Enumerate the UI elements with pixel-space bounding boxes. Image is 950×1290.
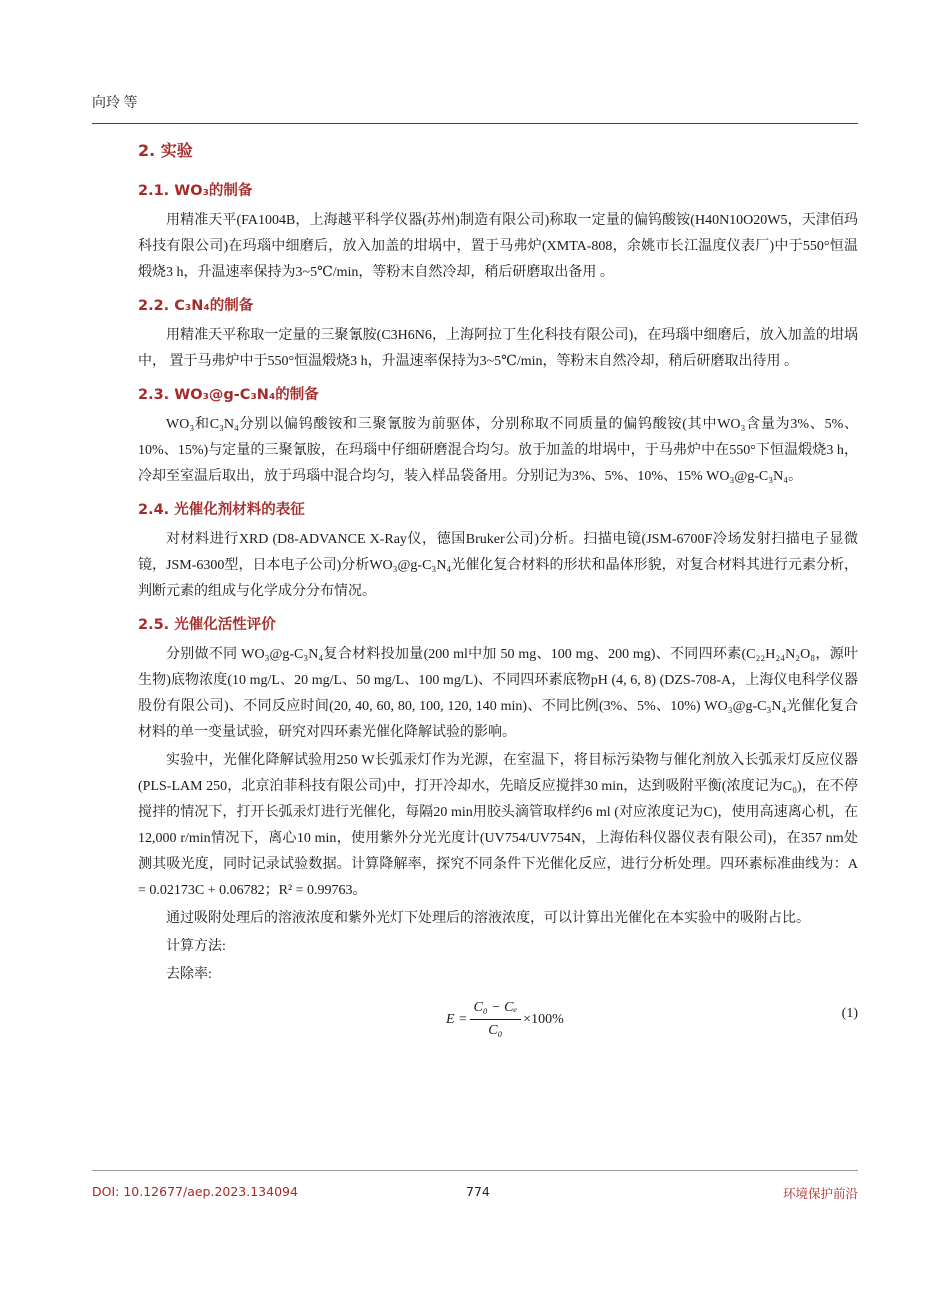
section-title: 2. 实验 [138, 141, 193, 160]
subsection-title: 2.3. WO₃@g-C₃N₄的制备 [138, 387, 319, 403]
footer-divider [92, 1170, 858, 1171]
paragraph: 用精准天平(FA1004B，上海越平科学仪器(苏州)制造有限公司)称取一定量的偏钨酸铵(H40N10O20W5，天津佰玛科技有限公司)在玛瑙中细磨后，放入加盖的坩埚中，置于马弗炉(XMTA-808，余姚市长江温度仪表厂)中于550°恒温煅烧3 h，升温速率保持为3~5℃/min，等粉末自然冷却，稍后研磨取出备用 。 [138, 213, 858, 280]
footer-doi: DOI: 10.12677/aep.2023.134094 [92, 1184, 298, 1199]
subsection-2-4 [138, 498, 858, 605]
equation-lhs: E = [446, 1011, 468, 1027]
equation-fraction [470, 1000, 522, 1039]
paragraph: WO₃和C₃N₄分别以偏钨酸铵和三聚氰胺为前驱体，分别称取不同质量的偏钨酸铵(其中WO₃含量为3%、5%、10%、15%)与定量的三聚氰胺，在玛瑙中仔细研磨混合均匀。放于加盖的坩埚中，于马弗炉中在550°下恒温煅烧3 h，冷却至室温后取出，放于玛瑙中混合均匀，装入样品袋备用。分别记为3%、5%、10%、15% WO₃@g-C₃N₄。 [138, 417, 858, 484]
header-divider [92, 123, 858, 124]
equation-body [446, 1000, 564, 1039]
equation-number: (1) [841, 1006, 858, 1021]
paragraph: 通过吸附处理后的溶液浓度和紫外光灯下处理后的溶液浓度，可以计算出光催化在本实验中的吸附占比。 [166, 911, 810, 926]
paragraph: 对材料进行XRD (D8-ADVANCE X-Ray仪，德国Bruker公司)分析。扫描电镜(JSM-6700F冷场发射扫描电子显微镜，JSM-6300型，日本电子公司)分析WO₃@g-C₃N₄光催化复合材料的形状和晶体形貌，对复合材料其进行元素分析，判断元素的组成与化学成分分布情况。 [138, 532, 858, 599]
subsection-2-1 [138, 179, 858, 286]
running-header-authors: 向玲 等 [92, 96, 138, 111]
paragraph: 去除率: [166, 967, 212, 982]
main-content [138, 138, 858, 1054]
equation-numerator: C₀ − Cₑ [470, 1000, 522, 1020]
footer-page-number: 774 [466, 1184, 490, 1199]
equation-1 [138, 994, 858, 1054]
paragraph: 实验中，光催化降解试验用250 W长弧汞灯作为光源，在室温下，将目标污染物与催化剂放入长弧汞灯反应仪器(PLS-LAM 250，北京泊菲科技有限公司)中，打开冷却水，先暗反应搅拌30 min，达到吸附平衡(浓度记为C₀)，在不停搅拌的情况下，打开长弧汞灯进行光催化，每隔20 min用胶头滴管取样约6 ml (对应浓度记为C)，使用高速离心机，在12,000 r/min情况下，离心10 min，使用紫外分光光度计(UV754/UV754N，上海佑科仪器仪表有限公司)，在357 nm处测其吸光度，同时记录试验数据。计算降解率，探究不同条件下光催化反应，进行分析处理。四环素标准曲线为：A = 0.02173C + 0.06782；R² = 0.99763。 [138, 753, 858, 898]
footer-journal: 环境保护前沿 [782, 1186, 858, 1201]
subsection-2-2 [138, 294, 858, 375]
subsection-title: 2.1. WO₃的制备 [138, 183, 253, 199]
subsection-2-5 [138, 613, 858, 988]
subsection-title: 2.4. 光催化剂材料的表征 [138, 502, 305, 518]
subsection-title: 2.2. C₃N₄的制备 [138, 298, 254, 314]
equation-rhs: ×100% [523, 1011, 564, 1027]
paragraph: 用精准天平称取一定量的三聚氰胺(C3H6N6，上海阿拉丁生化科技有限公司)，在玛瑙中细磨后，放入加盖的坩埚中， 置于马弗炉中于550°恒温煅烧3 h，升温速率保持为3~5℃/min，等粉末自然冷却，稍后研磨取出待用 。 [138, 328, 858, 369]
paragraph: 分别做不同 WO₃@g-C₃N₄复合材料投加量(200 ml中加 50 mg、100 mg、200 mg)、不同四环素(C₂₂H₂₄N₂O₈，源叶生物)底物浓度(10 mg/L、20 mg/L、50 mg/L、100 mg/L)、不同四环素底物pH (4, 6, 8) (DZS-708-A，上海仪电科学仪器股份有限公司)、不同反应时间(20, 40, 60, 80, 100, 120, 140 min)、不同比例(3%、5%、10%) WO₃@g-C₃N₄光催化复合材料的单一变量试验，研究对四环素光催化降解试验的影响。 [138, 647, 858, 740]
equation-denominator: C₀ [488, 1023, 503, 1038]
subsection-2-3 [138, 383, 858, 490]
subsection-title: 2.5. 光催化活性评价 [138, 617, 276, 633]
paragraph: 计算方法: [166, 939, 226, 954]
